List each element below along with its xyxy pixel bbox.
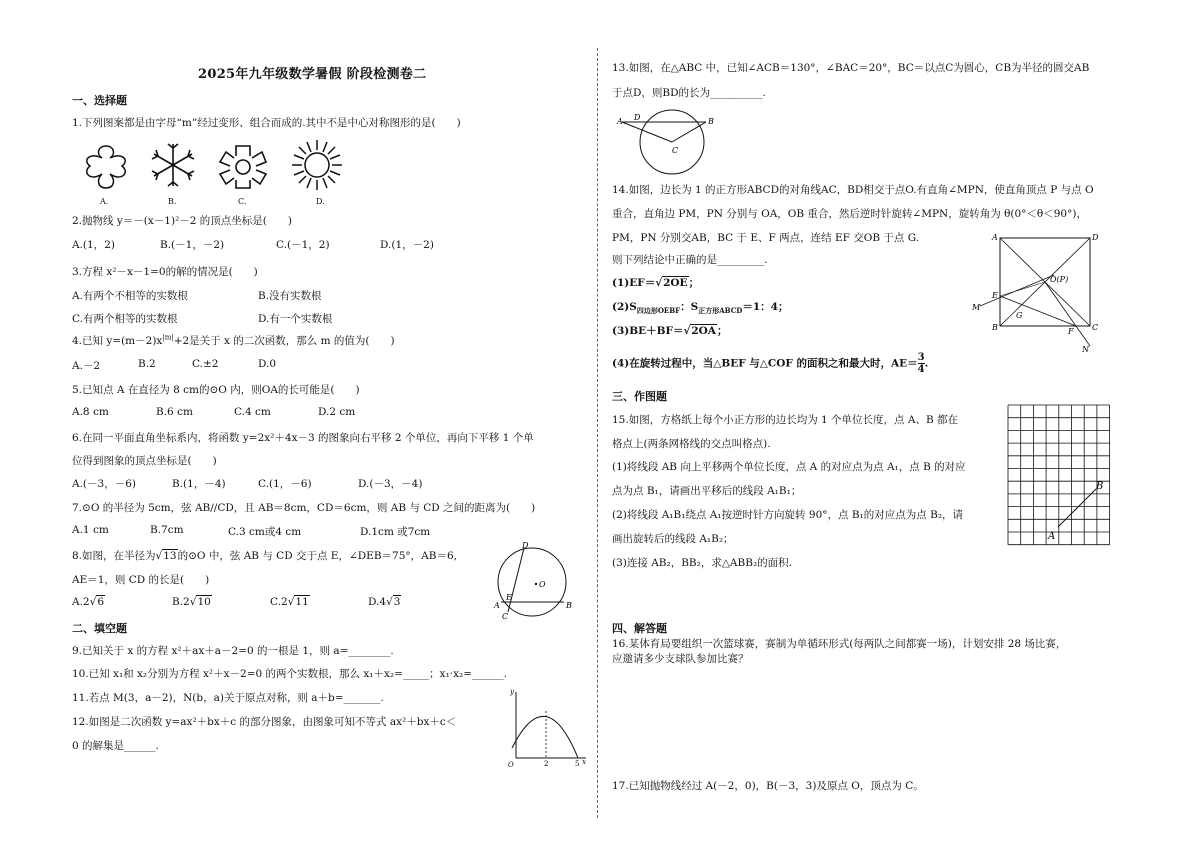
q12-label-y: y: [510, 688, 514, 696]
q8-option-d: D.4√3: [368, 596, 401, 608]
q8-label-o: O: [539, 580, 546, 589]
question-15-line-4: 点为点 B₁，请画出平移后的线段 A₁B₁；: [612, 485, 802, 497]
q14-s4-fraction: [918, 352, 925, 375]
q14-label-e: E: [992, 291, 998, 300]
q7-option-a: A.1 cm: [72, 524, 109, 536]
q6-option-d: D.(－3，－4): [358, 478, 423, 490]
q14-label-m: M: [972, 303, 981, 312]
question-5: 5.已知点 A 在直径为 8 cm的⊙O 内，则OA的长可能是( ): [72, 384, 360, 396]
q12-label-5: 5: [575, 760, 580, 768]
q5-option-a: A.8 cm: [72, 406, 109, 418]
q8-option-c-coef: C.2: [270, 596, 288, 608]
q7-option-d: D.1cm 或7cm: [360, 526, 431, 538]
right-column: [608, 0, 1128, 849]
question-14-line-1: 14.如图，边长为 1 的正方形ABCD的对角线AC，BD相交于点O.有直角∠MPN，使直角顶点 P 与点 O: [612, 184, 1094, 196]
q14-label-f: F: [1068, 327, 1074, 336]
q5-option-c: C.4 cm: [234, 406, 271, 418]
q8-option-a-radicand: 6: [97, 596, 104, 608]
question-6-line-2: 位得到图象的顶点坐标是( ): [72, 455, 217, 467]
q2-option-c: C.(－1，2): [276, 239, 330, 251]
q14-s4-denominator: 4: [917, 364, 925, 375]
q14-label-b: B: [992, 323, 998, 332]
q8-label-a: A: [494, 601, 500, 610]
q14-s1-post: ；: [688, 277, 700, 289]
question-14-line-4: 则下列结论中正确的是_________.: [612, 254, 768, 266]
q2-option-a: A.(1，2): [72, 239, 115, 251]
q8-label-d: D: [522, 541, 529, 550]
question-8-line-2: AE＝1，则 CD 的长是( ): [72, 574, 210, 586]
question-15-line-3: (1)将线段 AB 向上平移两个单位长度，点 A 的对应点为点 A₁，点 B 的对应: [612, 461, 966, 473]
pattern-c-image: [216, 138, 271, 193]
q6-option-c: C.(1，－6): [258, 478, 312, 490]
section-answer: 四、解答题: [612, 622, 667, 635]
q1-option-a: A.: [100, 197, 109, 206]
section-choice: 一、选择题: [72, 94, 127, 107]
q8-option-a-coef: A.2: [72, 596, 90, 608]
q8-option-c: C.2√11: [270, 596, 309, 608]
q8-option-d-coef: D.4: [368, 596, 387, 608]
section-drawing: 三、作图题: [612, 390, 667, 403]
q14-s1-pre: (1)EF＝: [612, 277, 656, 289]
question-16-line-2: 应邀请多少支球队参加比赛？: [612, 653, 749, 665]
question-13-line-2: 于点D，则BD的长为__________.: [612, 87, 766, 99]
question-8-line-1: 8.如图，在半径为√13的⊙O 中，弦 AB 与 CD 交于点 E，∠DEB＝75°，AB＝6,: [72, 550, 457, 562]
q6-option-a: A.(－3，－6): [72, 478, 136, 490]
q6-option-b: B.(1，－4): [172, 478, 226, 490]
question-1: 1.下列图案都是由字母“m”经过变形、组合而成的.其中不是中心对称图形的是( ): [72, 117, 461, 129]
question-15-line-1: 15.如图，方格纸上每个小正方形的边长均为 1 个单位长度，点 A、B 都在: [612, 414, 959, 426]
question-14-line-2: 重合，直角边 PM，PN 分别与 OA，OB 重合，然后逆时针旋转∠MPN，旋转角为 θ(0°＜θ＜90°)，: [612, 208, 1087, 220]
q15-label-b: B: [1096, 481, 1104, 492]
q14-s4-pre: (4)在旋转过程中，当△BEF 与△COF 的面积之和最大时，AE＝: [612, 357, 918, 370]
question-16-line-1: 16.某体育局要组织一次篮球赛，赛制为单循环形式(每两队之间都赛一场)，计划安排 28 场比赛，: [612, 638, 1067, 650]
q8-text-pre: 8.如图，在半径为: [72, 550, 156, 562]
q14-s4-numerator: 3: [917, 352, 925, 363]
q14-label-a: A: [992, 233, 998, 242]
page-title: 2025年九年级数学暑假 阶段检测卷二: [198, 67, 427, 82]
q12-label-2: 2: [544, 760, 549, 768]
q14-statement-2: [612, 299, 789, 316]
q4-text-a: 4.已知 y=(m－2)x: [72, 335, 163, 347]
q8-option-c-radicand: 11: [295, 596, 309, 608]
question-9: 9.已知关于 x 的方程 x²＋ax＋a－2=0 的一根是 1，则 a=________.: [72, 645, 394, 657]
question-14-line-3: PM，PN 分别交AB，BC 于 E、F 两点，连结 EF 交OB 于点 G.: [612, 232, 920, 244]
question-15-line-5: (2)将线段 A₁B₁绕点 A₁按逆时针方向旋转 90°，点 B₁的对应点为点 B₂，请: [612, 509, 964, 521]
q8-radius-radicand: 13: [163, 550, 177, 562]
q5-option-b: B.6 cm: [156, 406, 193, 418]
q13-label-a: A: [617, 117, 623, 126]
q4-option-a: A.－2: [72, 360, 101, 372]
left-column: [68, 0, 588, 849]
q14-statement-3: (3)BE＋BF＝√2OA；: [612, 325, 728, 337]
q4-option-d: D.0: [258, 358, 277, 370]
question-15-line-2: 格点上(两条网格线的交点叫格点).: [612, 438, 771, 450]
question-15-line-7: (3)连接 AB₂，BB₂，求△ABB₂的面积.: [612, 557, 792, 569]
q7-option-b: B.7cm: [150, 524, 184, 536]
q14-s2-b: ：S: [680, 301, 699, 313]
q14-statement-4: [612, 352, 928, 375]
q2-option-d: D.(1，－2): [380, 239, 434, 251]
q5-option-d: D.2 cm: [318, 406, 356, 418]
q15-label-a: A: [1048, 531, 1056, 542]
q14-label-g: G: [1016, 311, 1023, 320]
q1-option-c: C.: [238, 197, 247, 206]
q15-grid-figure: [1006, 403, 1120, 547]
q8-label-c: C: [502, 612, 509, 620]
q8-option-a: A.2√6: [72, 596, 104, 608]
q1-option-d: D.: [316, 197, 325, 206]
q3-option-a: A.有两个不相等的实数根: [72, 290, 188, 302]
q8-label-b: B: [566, 601, 572, 610]
q12-label-x: x: [582, 758, 586, 766]
q13-label-d: D: [634, 113, 641, 122]
q14-s2-sub2: 正方形ABCD: [698, 306, 743, 316]
q8-option-d-radicand: 3: [393, 596, 401, 608]
q3-option-d: D.有一个实数根: [258, 313, 333, 325]
q8-option-b-coef: B.2: [172, 596, 190, 608]
q8-option-b: B.2√10: [172, 596, 211, 608]
question-7: 7.⊙O 的半径为 5cm，弦 AB//CD，且 AB＝8cm，CD＝6cm，则 AB 与 CD 之间的距离为( ): [72, 502, 536, 514]
q4-option-b: B.2: [138, 358, 156, 370]
pattern-d-image: [288, 136, 346, 194]
q1-option-b: B.: [168, 197, 177, 206]
q2-option-b: B.(－1，－2): [160, 239, 225, 251]
q14-label-n: N: [1082, 345, 1089, 354]
pattern-b-image: [146, 138, 201, 193]
q13-label-b: B: [708, 117, 714, 126]
q14-s3-pre: (3)BE＋BF＝: [612, 325, 684, 337]
q7-option-c: C.3 cm或4 cm: [228, 526, 302, 538]
q13-circle-figure: [616, 106, 716, 178]
question-6-line-1: 6.在同一平面直角坐标系内，将函数 y=2x²＋4x－3 的图象向右平移 2 个单位，再向下平移 1 个单: [72, 432, 534, 444]
question-10: 10.已知 x₁和 x₂分别为方程 x²＋x－2=0 的两个实数根，那么 x₁＋x₂=_____；x₁·x₂=______.: [72, 668, 507, 680]
q14-square-figure: [970, 230, 1100, 354]
q14-label-o: O(P): [1050, 275, 1069, 284]
q8-circle-figure: [486, 540, 576, 620]
q3-option-b: B.没有实数根: [258, 290, 322, 302]
q13-label-c: C: [672, 146, 679, 155]
q8-label-e: E: [506, 593, 512, 602]
q4-text-b: +2是关于 x 的二次函数，那么 m 的值为( ): [173, 335, 395, 347]
q14-s2-c: ＝1：4；: [742, 301, 789, 313]
q14-s1-radicand: 2OE: [663, 277, 688, 289]
pattern-a-image: [76, 138, 136, 193]
question-12-line-1: 12.如图是二次函数 y=ax²＋bx＋c 的部分图象，由图象可知不等式 ax²＋bx＋c＜: [72, 716, 457, 728]
section-fill-blank: 二、填空题: [72, 622, 127, 635]
question-4: [72, 333, 395, 348]
q14-statement-1: (1)EF＝√2OE；: [612, 277, 700, 289]
q14-label-d: D: [1092, 233, 1099, 242]
q4-option-c: C.±2: [192, 358, 219, 370]
q8-option-b-radicand: 10: [197, 596, 211, 608]
q4-exponent: |m|: [162, 333, 174, 342]
q8-text-post: 的⊙O 中，弦 AB 与 CD 交于点 E，∠DEB＝75°，AB＝6,: [177, 550, 457, 562]
question-3: 3.方程 x²－x－1=0的解的情况是( ): [72, 266, 258, 278]
question-2: 2.抛物线 y＝－(x－1)²－2 的顶点坐标是( ): [72, 215, 293, 227]
question-12-line-2: 0 的解集是______.: [72, 740, 159, 752]
q14-label-c: C: [1092, 323, 1099, 332]
q12-label-o: O: [508, 761, 514, 769]
q3-option-c: C.有两个相等的实数根: [72, 313, 178, 325]
question-15-line-6: 画出旋转后的线段 A₁B₂；: [612, 533, 734, 545]
question-13-line-1: 13.如图，在△ABC 中，已知∠ACB＝130°，∠BAC＝20°，BC＝以点C为圆心，CB为半径的圆交AB: [612, 62, 1090, 74]
q12-parabola-figure: [506, 686, 588, 770]
q14-s3-radicand: 2OA: [691, 325, 716, 337]
q14-s2-a: (2)S: [612, 301, 637, 313]
q14-s4-post: .: [924, 357, 929, 370]
question-11: 11.若点 M(3，a－2)，N(b，a)关于原点对称，则 a＋b=_______.: [72, 692, 384, 704]
q14-s3-post: ；: [716, 325, 728, 337]
question-17: 17.已知抛物线经过 A(－2，0)，B(－3，3)及原点 O，顶点为 C。: [612, 780, 924, 792]
column-divider: [597, 48, 598, 818]
q14-s2-sub1: 四边形OEBF: [636, 306, 681, 316]
